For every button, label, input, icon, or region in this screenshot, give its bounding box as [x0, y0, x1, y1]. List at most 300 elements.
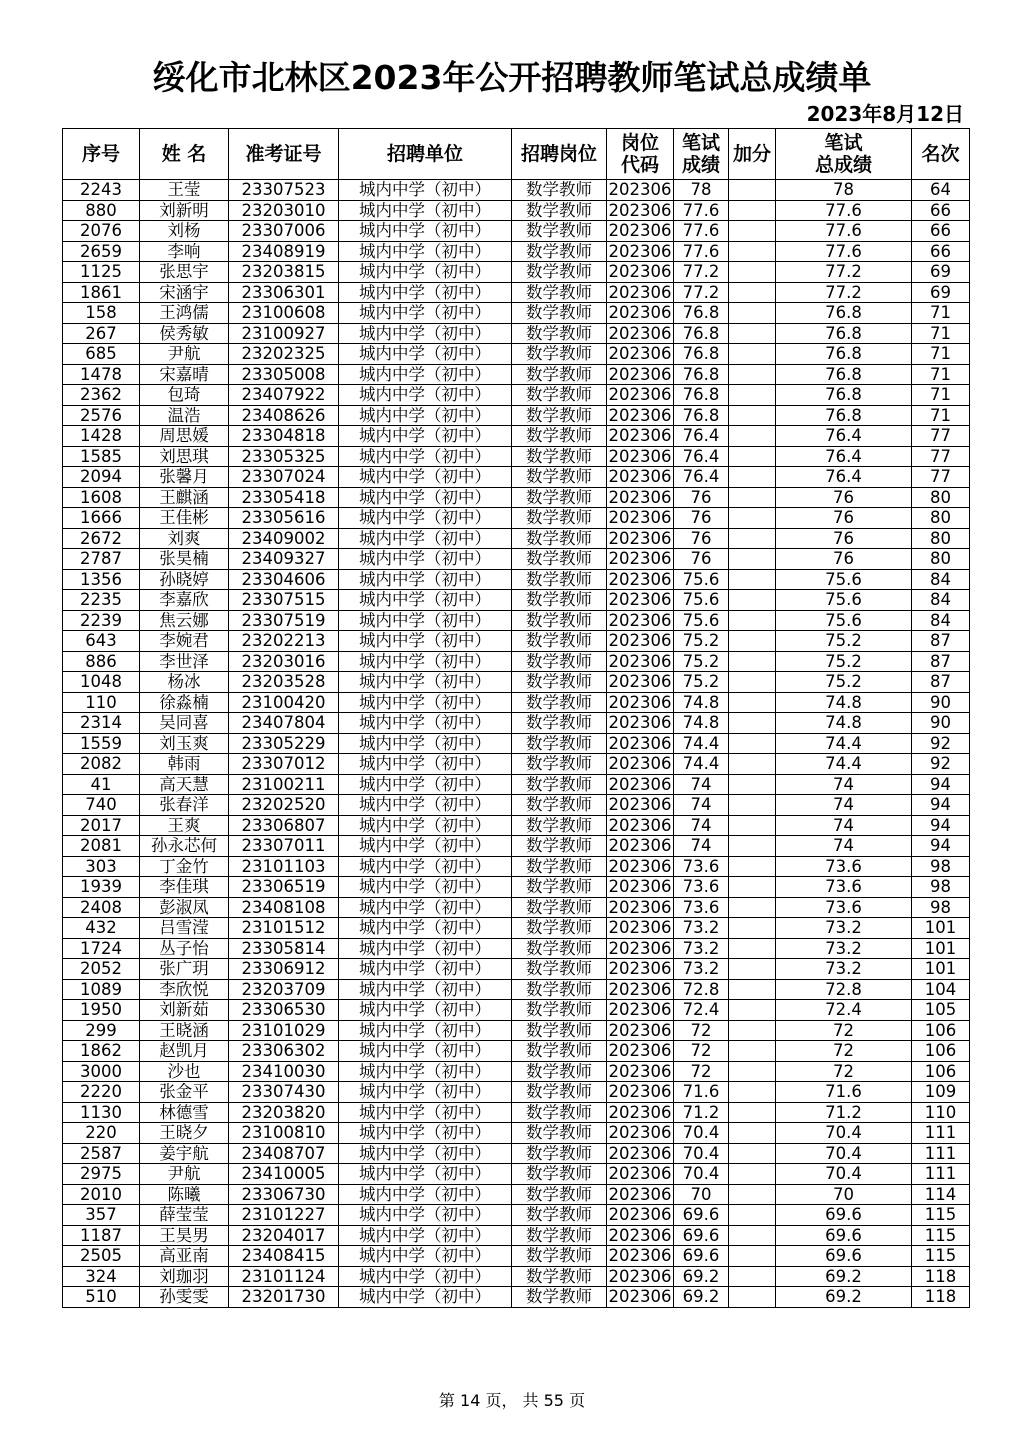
cell-total-score: 77.2: [776, 282, 912, 303]
cell-post-code: 202306: [608, 303, 672, 323]
table-row: [63, 692, 970, 713]
cell-written-score: 74: [674, 815, 729, 836]
cell-exam-no: 23305616: [229, 508, 339, 529]
cell-written-score: 75.2: [674, 672, 729, 693]
cell-name: 孙雯雯: [140, 1287, 229, 1308]
cell-post: 数学教师: [512, 221, 607, 242]
cell-total-score: 69.2: [776, 1287, 912, 1308]
cell-seq: 158: [63, 303, 140, 324]
cell-total-score: 73.2: [776, 918, 912, 939]
cell-total-score: 74: [776, 795, 912, 816]
cell-post: 数学教师: [512, 877, 607, 898]
cell-bonus: [729, 610, 776, 631]
table-row: [63, 1061, 970, 1082]
cell-post-code: 202306: [608, 692, 672, 712]
table-row: [63, 344, 970, 365]
cell-bonus: [729, 713, 776, 734]
cell-written-score: 75.6: [674, 569, 729, 590]
cell-name: 丛子怡: [140, 938, 229, 959]
cell-bonus: [729, 1000, 776, 1021]
cell-exam-no: 23101227: [229, 1205, 339, 1226]
cell-post: 数学教师: [512, 897, 607, 918]
cell-total-score: 77.2: [776, 262, 912, 283]
table-row: [63, 1246, 970, 1267]
cell-total-score: 74: [776, 774, 912, 795]
cell-seq: 643: [63, 631, 140, 652]
cell-post: 数学教师: [512, 1082, 607, 1103]
cell-exam-no: 23306302: [229, 1041, 339, 1062]
cell-name: 高天慧: [140, 774, 229, 795]
cell-post: 数学教师: [512, 692, 607, 713]
cell-name: 赵凯月: [140, 1041, 229, 1062]
cell-bonus: [729, 1184, 776, 1205]
cell-rank: 87: [912, 631, 970, 652]
header-bonus: 加分: [729, 129, 776, 180]
cell-seq: 1187: [63, 1225, 140, 1246]
cell-rank: 71: [912, 385, 970, 406]
cell-total-score: 70.4: [776, 1164, 912, 1185]
cell-post-code: 202306: [608, 508, 672, 528]
cell-exam-no: 23100420: [229, 692, 339, 713]
cell-post: 数学教师: [512, 836, 607, 857]
cell-exam-no: 23100810: [229, 1123, 339, 1144]
cell-post-code: 202306: [608, 1102, 672, 1122]
cell-unit: 城内中学（初中）: [339, 487, 512, 508]
cell-total-score: 73.2: [776, 938, 912, 959]
cell-unit: 城内中学（初中）: [339, 959, 512, 980]
cell-written-score: 76: [674, 487, 729, 508]
cell-bonus: [729, 221, 776, 242]
cell-exam-no: 23100927: [229, 323, 339, 344]
cell-unit: 城内中学（初中）: [339, 815, 512, 836]
cell-post: 数学教师: [512, 200, 607, 221]
cell-name: 王昊男: [140, 1225, 229, 1246]
cell-written-score: 75.6: [674, 610, 729, 631]
cell-bonus: [729, 344, 776, 365]
cell-post-code: 202306: [608, 1164, 672, 1184]
cell-exam-no: 23306730: [229, 1184, 339, 1205]
cell-post: 数学教师: [512, 1143, 607, 1164]
cell-unit: 城内中学（初中）: [339, 405, 512, 426]
cell-written-score: 77.6: [674, 241, 729, 262]
cell-written-score: 69.6: [674, 1205, 729, 1226]
header-written-line1: 笔试: [681, 132, 720, 154]
cell-name: 宋嘉晴: [140, 364, 229, 385]
table-row: [63, 856, 970, 877]
table-row: [63, 1164, 970, 1185]
cell-rank: 101: [912, 959, 970, 980]
cell-rank: 87: [912, 651, 970, 672]
cell-written-score: 76: [674, 528, 729, 549]
cell-exam-no: 23101029: [229, 1020, 339, 1041]
cell-post: 数学教师: [512, 774, 607, 795]
cell-exam-no: 23410030: [229, 1061, 339, 1082]
cell-bonus: [729, 1205, 776, 1226]
cell-name: 李嘉欣: [140, 590, 229, 611]
cell-post-code: 202306: [608, 897, 672, 917]
cell-bonus: [729, 631, 776, 652]
header-total-line1: 笔试: [824, 132, 863, 154]
cell-exam-no: 23307523: [229, 180, 339, 201]
cell-exam-no: 23307515: [229, 590, 339, 611]
cell-exam-no: 23306301: [229, 282, 339, 303]
cell-unit: 城内中学（初中）: [339, 1184, 512, 1205]
cell-post: 数学教师: [512, 672, 607, 693]
cell-rank: 115: [912, 1205, 970, 1226]
cell-rank: 71: [912, 323, 970, 344]
cell-seq: 1861: [63, 282, 140, 303]
cell-rank: 111: [912, 1143, 970, 1164]
cell-written-score: 69.2: [674, 1287, 729, 1308]
score-table: [62, 128, 970, 1308]
cell-unit: 城内中学（初中）: [339, 856, 512, 877]
cell-bonus: [729, 1041, 776, 1062]
cell-post: 数学教师: [512, 1041, 607, 1062]
cell-post-code: 202306: [608, 938, 672, 958]
table-row: [63, 549, 970, 570]
cell-written-score: 76.4: [674, 446, 729, 467]
cell-exam-no: 23407922: [229, 385, 339, 406]
cell-exam-no: 23409327: [229, 549, 339, 570]
cell-seq: 2052: [63, 959, 140, 980]
table-row: [63, 1102, 970, 1123]
cell-post: 数学教师: [512, 344, 607, 365]
header-name: 姓 名: [140, 129, 229, 180]
cell-bonus: [729, 672, 776, 693]
cell-post: 数学教师: [512, 1225, 607, 1246]
cell-exam-no: 23408626: [229, 405, 339, 426]
cell-unit: 城内中学（初中）: [339, 795, 512, 816]
cell-total-score: 72: [776, 1041, 912, 1062]
table-row: [63, 672, 970, 693]
cell-name: 王莹: [140, 180, 229, 201]
cell-unit: 城内中学（初中）: [339, 1143, 512, 1164]
cell-bonus: [729, 385, 776, 406]
cell-post-code: 202306: [608, 405, 672, 425]
cell-seq: 267: [63, 323, 140, 344]
cell-written-score: 76.8: [674, 364, 729, 385]
cell-post: 数学教师: [512, 1061, 607, 1082]
cell-bonus: [729, 856, 776, 877]
cell-written-score: 72: [674, 1061, 729, 1082]
cell-written-score: 76: [674, 508, 729, 529]
cell-unit: 城内中学（初中）: [339, 1082, 512, 1103]
cell-seq: 2672: [63, 528, 140, 549]
cell-seq: 1862: [63, 1041, 140, 1062]
cell-total-score: 70: [776, 1184, 912, 1205]
cell-post: 数学教师: [512, 446, 607, 467]
cell-rank: 98: [912, 856, 970, 877]
cell-unit: 城内中学（初中）: [339, 774, 512, 795]
cell-post: 数学教师: [512, 323, 607, 344]
cell-exam-no: 23202325: [229, 344, 339, 365]
cell-post-code: 202306: [608, 1246, 672, 1266]
table-row: [63, 877, 970, 898]
cell-name: 焦云娜: [140, 610, 229, 631]
cell-seq: 432: [63, 918, 140, 939]
cell-exam-no: 23410005: [229, 1164, 339, 1185]
cell-name: 吴同喜: [140, 713, 229, 734]
header-total-score: [776, 129, 912, 180]
cell-name: 温浩: [140, 405, 229, 426]
cell-post: 数学教师: [512, 487, 607, 508]
header-exam-no: 准考证号: [229, 129, 339, 180]
cell-seq: 1125: [63, 262, 140, 283]
cell-post: 数学教师: [512, 1000, 607, 1021]
cell-written-score: 76: [674, 549, 729, 570]
cell-bonus: [729, 200, 776, 221]
table-row: [63, 385, 970, 406]
page-title: 绥化市北林区2023年公开招聘教师笔试总成绩单: [152, 58, 872, 97]
cell-unit: 城内中学（初中）: [339, 426, 512, 447]
cell-unit: 城内中学（初中）: [339, 508, 512, 529]
cell-post-code: 202306: [608, 815, 672, 835]
cell-unit: 城内中学（初中）: [339, 1266, 512, 1287]
cell-rank: 104: [912, 979, 970, 1000]
cell-bonus: [729, 303, 776, 324]
cell-name: 王晓夕: [140, 1123, 229, 1144]
cell-written-score: 73.2: [674, 918, 729, 939]
cell-post: 数学教师: [512, 241, 607, 262]
cell-name: 李响: [140, 241, 229, 262]
cell-post: 数学教师: [512, 1246, 607, 1267]
cell-name: 李佳琪: [140, 877, 229, 898]
cell-rank: 71: [912, 344, 970, 365]
cell-rank: 92: [912, 733, 970, 754]
cell-exam-no: 23304818: [229, 426, 339, 447]
cell-name: 刘爽: [140, 528, 229, 549]
cell-bonus: [729, 590, 776, 611]
cell-unit: 城内中学（初中）: [339, 1123, 512, 1144]
cell-bonus: [729, 938, 776, 959]
cell-name: 张思宇: [140, 262, 229, 283]
cell-post-code: 202306: [608, 241, 672, 261]
cell-rank: 98: [912, 877, 970, 898]
cell-total-score: 77.6: [776, 221, 912, 242]
cell-exam-no: 23101103: [229, 856, 339, 877]
cell-total-score: 78: [776, 180, 912, 201]
cell-post: 数学教师: [512, 856, 607, 877]
cell-bonus: [729, 918, 776, 939]
cell-bonus: [729, 1225, 776, 1246]
cell-seq: 357: [63, 1205, 140, 1226]
cell-bonus: [729, 815, 776, 836]
cell-total-score: 76.8: [776, 344, 912, 365]
cell-bonus: [729, 446, 776, 467]
cell-post: 数学教师: [512, 405, 607, 426]
cell-unit: 城内中学（初中）: [339, 979, 512, 1000]
cell-exam-no: 23201730: [229, 1287, 339, 1308]
cell-rank: 71: [912, 364, 970, 385]
table-row: [63, 733, 970, 754]
cell-post-code: 202306: [608, 754, 672, 774]
cell-seq: 2314: [63, 713, 140, 734]
cell-rank: 80: [912, 528, 970, 549]
cell-bonus: [729, 1246, 776, 1267]
cell-bonus: [729, 487, 776, 508]
cell-seq: 2787: [63, 549, 140, 570]
cell-written-score: 76.8: [674, 303, 729, 324]
cell-seq: 2220: [63, 1082, 140, 1103]
cell-post-code: 202306: [608, 1205, 672, 1225]
cell-written-score: 73.6: [674, 897, 729, 918]
table-row: [63, 508, 970, 529]
cell-exam-no: 23305325: [229, 446, 339, 467]
cell-bonus: [729, 364, 776, 385]
cell-unit: 城内中学（初中）: [339, 672, 512, 693]
cell-exam-no: 23306807: [229, 815, 339, 836]
table-row: [63, 200, 970, 221]
cell-bonus: [729, 836, 776, 857]
table-header-row: [63, 129, 970, 180]
cell-seq: 2408: [63, 897, 140, 918]
cell-total-score: 73.6: [776, 877, 912, 898]
cell-unit: 城内中学（初中）: [339, 446, 512, 467]
cell-bonus: [729, 979, 776, 1000]
table-row: [63, 569, 970, 590]
table-row: [63, 651, 970, 672]
cell-exam-no: 23305418: [229, 487, 339, 508]
cell-total-score: 76: [776, 528, 912, 549]
cell-exam-no: 23203010: [229, 200, 339, 221]
cell-written-score: 71.6: [674, 1082, 729, 1103]
cell-rank: 71: [912, 303, 970, 324]
cell-exam-no: 23408108: [229, 897, 339, 918]
cell-rank: 84: [912, 590, 970, 611]
cell-seq: 1478: [63, 364, 140, 385]
cell-name: 薛莹莹: [140, 1205, 229, 1226]
cell-exam-no: 23307519: [229, 610, 339, 631]
cell-written-score: 74.4: [674, 754, 729, 775]
cell-seq: 740: [63, 795, 140, 816]
cell-seq: 1950: [63, 1000, 140, 1021]
cell-rank: 111: [912, 1123, 970, 1144]
cell-post: 数学教师: [512, 180, 607, 201]
cell-written-score: 72: [674, 1020, 729, 1041]
cell-rank: 80: [912, 508, 970, 529]
cell-exam-no: 23306530: [229, 1000, 339, 1021]
cell-post-code: 202306: [608, 672, 672, 692]
cell-name: 包琦: [140, 385, 229, 406]
cell-total-score: 77.6: [776, 241, 912, 262]
cell-post-code: 202306: [608, 631, 672, 651]
cell-post-code: 202306: [608, 795, 672, 815]
cell-written-score: 70.4: [674, 1164, 729, 1185]
cell-written-score: 73.2: [674, 938, 729, 959]
cell-total-score: 76: [776, 549, 912, 570]
cell-written-score: 75.6: [674, 590, 729, 611]
cell-post: 数学教师: [512, 569, 607, 590]
header-total-line2: 总成绩: [814, 154, 872, 176]
cell-total-score: 76.8: [776, 303, 912, 324]
table-row: [63, 815, 970, 836]
cell-post: 数学教师: [512, 508, 607, 529]
cell-exam-no: 23307006: [229, 221, 339, 242]
cell-post-code: 202306: [608, 364, 672, 384]
cell-written-score: 76.4: [674, 467, 729, 488]
cell-post-code: 202306: [608, 180, 672, 200]
cell-post-code: 202306: [608, 323, 672, 343]
cell-unit: 城内中学（初中）: [339, 836, 512, 857]
cell-name: 韩雨: [140, 754, 229, 775]
cell-unit: 城内中学（初中）: [339, 692, 512, 713]
cell-bonus: [729, 180, 776, 201]
cell-rank: 118: [912, 1287, 970, 1308]
cell-name: 周思媛: [140, 426, 229, 447]
cell-name: 高亚南: [140, 1246, 229, 1267]
cell-unit: 城内中学（初中）: [339, 282, 512, 303]
cell-bonus: [729, 508, 776, 529]
cell-name: 彭淑凤: [140, 897, 229, 918]
table-row: [63, 487, 970, 508]
cell-rank: 94: [912, 815, 970, 836]
cell-name: 宋涵宇: [140, 282, 229, 303]
cell-bonus: [729, 1287, 776, 1308]
cell-rank: 71: [912, 405, 970, 426]
cell-name: 徐淼楠: [140, 692, 229, 713]
table-row: [63, 1205, 970, 1226]
cell-rank: 80: [912, 487, 970, 508]
cell-post-code: 202306: [608, 467, 672, 487]
cell-total-score: 73.6: [776, 897, 912, 918]
cell-rank: 87: [912, 672, 970, 693]
cell-seq: 1356: [63, 569, 140, 590]
header-rank: 名次: [912, 129, 970, 180]
cell-bonus: [729, 1266, 776, 1287]
cell-seq: 2239: [63, 610, 140, 631]
cell-rank: 105: [912, 1000, 970, 1021]
cell-name: 刘玉爽: [140, 733, 229, 754]
cell-seq: 2505: [63, 1246, 140, 1267]
cell-unit: 城内中学（初中）: [339, 303, 512, 324]
cell-post-code: 202306: [608, 1266, 672, 1286]
cell-unit: 城内中学（初中）: [339, 1287, 512, 1308]
cell-post: 数学教师: [512, 1123, 607, 1144]
cell-unit: 城内中学（初中）: [339, 1246, 512, 1267]
cell-seq: 1089: [63, 979, 140, 1000]
cell-post-code: 202306: [608, 1184, 672, 1204]
cell-rank: 92: [912, 754, 970, 775]
cell-exam-no: 23307430: [229, 1082, 339, 1103]
cell-seq: 220: [63, 1123, 140, 1144]
cell-written-score: 73.6: [674, 877, 729, 898]
cell-written-score: 70: [674, 1184, 729, 1205]
cell-seq: 2362: [63, 385, 140, 406]
cell-bonus: [729, 692, 776, 713]
cell-written-score: 77.6: [674, 200, 729, 221]
cell-post: 数学教师: [512, 815, 607, 836]
cell-seq: 1939: [63, 877, 140, 898]
cell-rank: 66: [912, 241, 970, 262]
cell-exam-no: 23306912: [229, 959, 339, 980]
cell-post: 数学教师: [512, 590, 607, 611]
cell-unit: 城内中学（初中）: [339, 651, 512, 672]
cell-total-score: 75.2: [776, 631, 912, 652]
table-row: [63, 446, 970, 467]
cell-post-code: 202306: [608, 528, 672, 548]
cell-name: 尹航: [140, 344, 229, 365]
cell-exam-no: 23203820: [229, 1102, 339, 1123]
table-row: [63, 774, 970, 795]
cell-total-score: 75.6: [776, 569, 912, 590]
cell-bonus: [729, 1061, 776, 1082]
cell-seq: 1724: [63, 938, 140, 959]
cell-rank: 69: [912, 262, 970, 283]
cell-total-score: 76.8: [776, 385, 912, 406]
cell-written-score: 70.4: [674, 1123, 729, 1144]
cell-rank: 77: [912, 467, 970, 488]
cell-bonus: [729, 1164, 776, 1185]
